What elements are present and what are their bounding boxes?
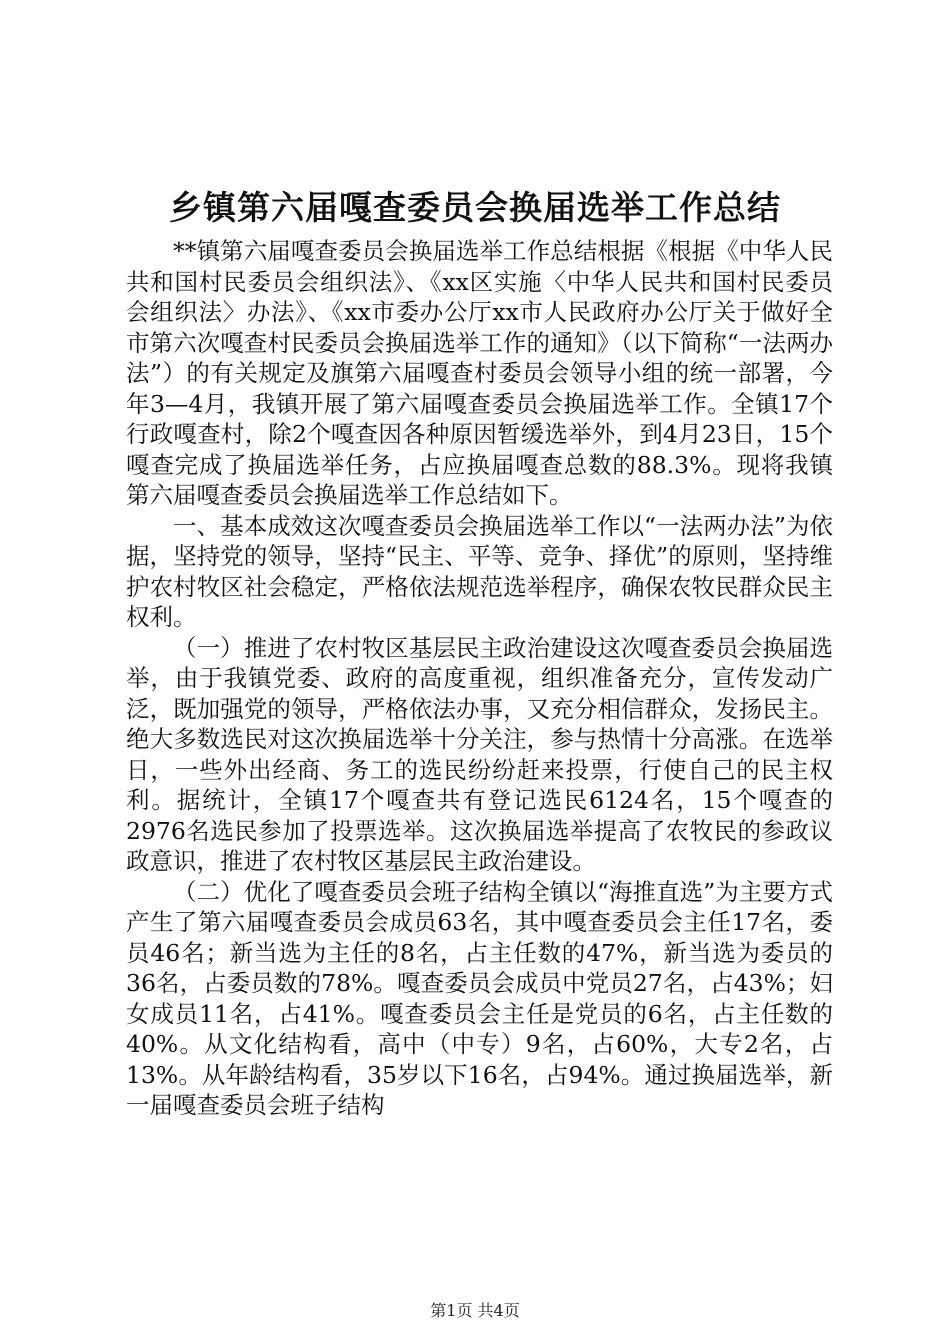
document-title: 乡镇第六届嘎查委员会换届选举工作总结 [169, 188, 781, 227]
paragraph-structure: （二）优化了嘎查委员会班子结构全镇以“海推直选”为主要方式产生了第六届嘎查委员会成员63名，其中嘎查委员会主任17名，委员46名；新当选为主任的8名，占主任数的47%，新当选为委员的36名，占委员数的78%。嘎查委员会成员中党员27名，占43%；妇女成员11名，占41%。嘎查委员会主任是党员的6名，占主任数的40%。从文化结构看，高中（中专）9名，占60%，大专2名，占13%。从年龄结构看，35岁以下16名，占94%。通过换届选举，新一届嘎查委员会班子结构 [126, 877, 833, 1119]
paragraph-intro: **镇第六届嘎查委员会换届选举工作总结根据《根据《中华人民共和国村民委员会组织法》、《xx区实施〈中华人民共和国村民委员会组织法〉办法》、《xx市委办公厅xx市人民政府办公厅关于做好全市第六次嘎查村民委员会换届选举工作的通知》（以下简称“一法两办法”）的有关规定及旗第六届嘎查村委员会领导小组的统一部署，今年3—4月，我镇开展了第六届嘎查委员会换届选举工作。全镇17个行政嘎查村，除2个嘎查因各种原因暂缓选举外，到4月23日，15个嘎查完成了换届选举任务，占应换届嘎查总数的88.3%。现将我镇第六届嘎查委员会换届选举工作总结如下。 [126, 237, 833, 509]
paragraph-basic-results: 一、基本成效这次嘎查委员会换届选举工作以“一法两办法”为依据，坚持党的领导，坚持“民主、平等、竞争、择优”的原则，坚持维护农村牧区社会稳定，严格依法规范选举程序，确保农牧民群众民主权利。 [126, 511, 833, 631]
document-body [126, 236, 833, 1121]
paragraph-democracy: （一）推进了农村牧区基层民主政治建设这次嘎查委员会换届选举，由于我镇党委、政府的高度重视，组织准备充分，宣传发动广泛，既加强党的领导，严格依法办事，又充分相信群众，发扬民主。绝大多数选民对这次换届选举十分关注，参与热情十分高涨。在选举日，一些外出经商、务工的选民纷纷赶来投票，行使自己的民主权利。据统计，全镇17个嘎查共有登记选民6124名，15个嘎查的2976名选民参加了投票选举。这次换届选举提高了农牧民的参政议政意识，推进了农村牧区基层民主政治建设。 [126, 633, 833, 875]
page-footer: 第1页 共4页 [430, 1301, 520, 1320]
